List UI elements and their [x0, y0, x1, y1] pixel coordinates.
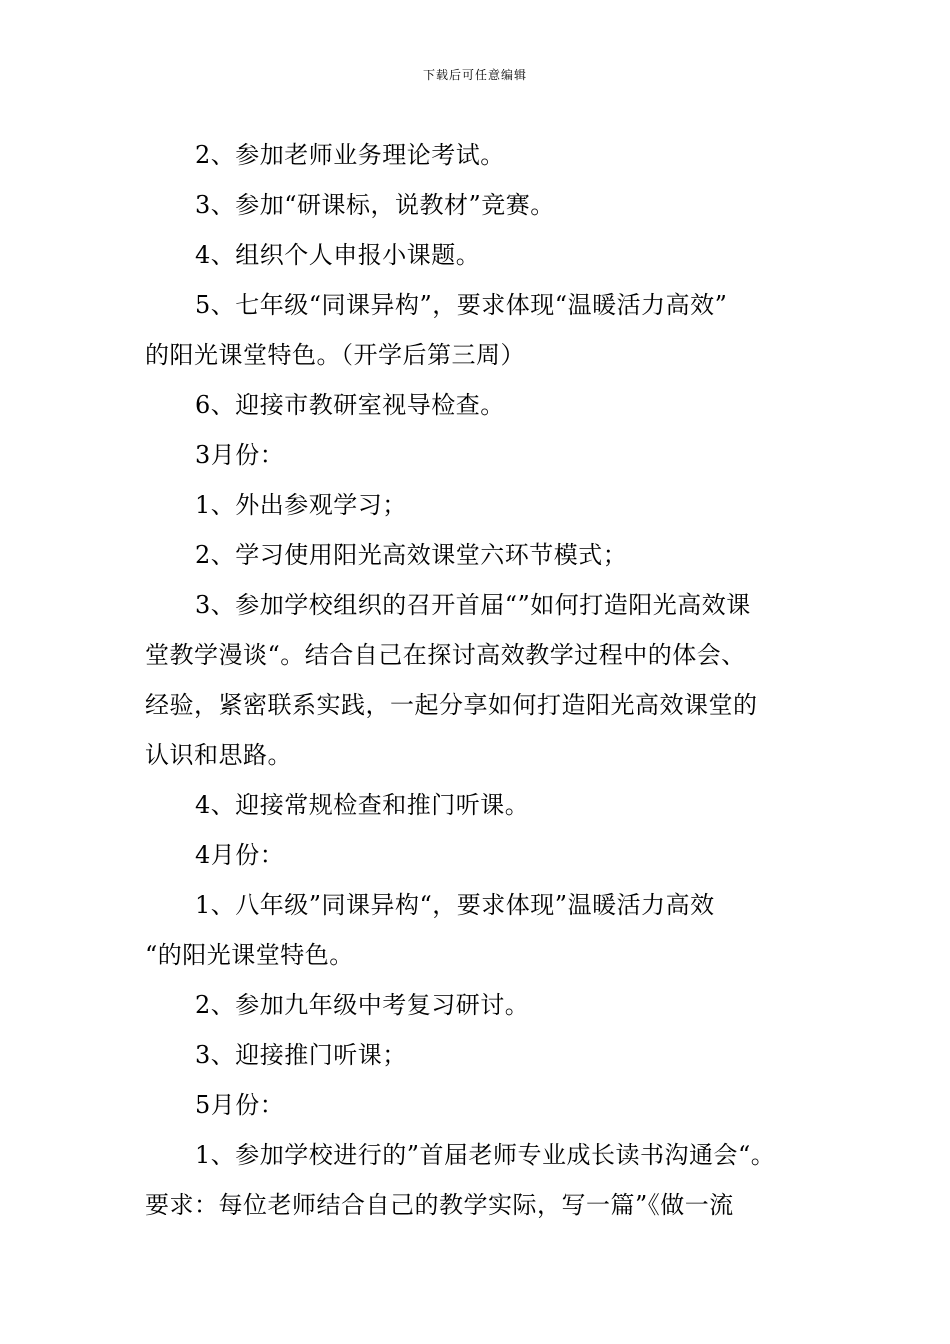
document-body — [145, 130, 825, 1230]
paragraph-line: 要求：每位老师结合自己的教学实际，写一篇”《做一流 — [145, 1191, 734, 1219]
paragraph-line: 2、参加老师业务理论考试。 — [195, 141, 505, 169]
paragraph-line: 2、学习使用阳光高效课堂六环节模式； — [195, 541, 628, 569]
paragraph-line: 1、参加学校进行的”首届老师专业成长读书沟通会“。 — [195, 1141, 776, 1169]
paragraph-line: 3、参加学校组织的召开首届“”如何打造阳光高效课 — [195, 591, 751, 619]
paragraph-line: 认识和思路。 — [145, 741, 292, 769]
paragraph-line: 2、参加九年级中考复习研讨。 — [195, 991, 530, 1019]
section-heading: 3月份： — [195, 441, 285, 469]
paragraph-line: “的阳光课堂特色。 — [145, 941, 354, 969]
paragraph-line: 堂教学漫谈“。结合自己在探讨高效教学过程中的体会、 — [145, 641, 746, 669]
paragraph-line: 1、八年级”同课异构“，要求体现”温暖活力高效 — [195, 891, 715, 919]
paragraph-line: 5、七年级“同课异构”，要求体现“温暖活力高效” — [195, 291, 728, 319]
paragraph-line: 4、迎接常规检查和推门听课。 — [195, 791, 530, 819]
section-heading: 5月份： — [195, 1091, 285, 1119]
page-header: 下载后可任意编辑 — [422, 68, 527, 82]
paragraph-line: 6、迎接市教研室视导检查。 — [195, 391, 505, 419]
paragraph-line: 3、参加“研课标，说教材”竞赛。 — [195, 191, 555, 219]
paragraph-line: 1、外出参观学习； — [195, 491, 407, 519]
paragraph-line: 3、迎接推门听课； — [195, 1041, 407, 1069]
paragraph-line: 经验，紧密联系实践，一起分享如何打造阳光高效课堂的 — [145, 691, 758, 719]
paragraph-line: 的阳光课堂特色。（开学后第三周） — [145, 341, 525, 369]
section-heading: 4月份： — [195, 841, 285, 869]
paragraph-line: 4、组织个人申报小课题。 — [195, 241, 481, 269]
